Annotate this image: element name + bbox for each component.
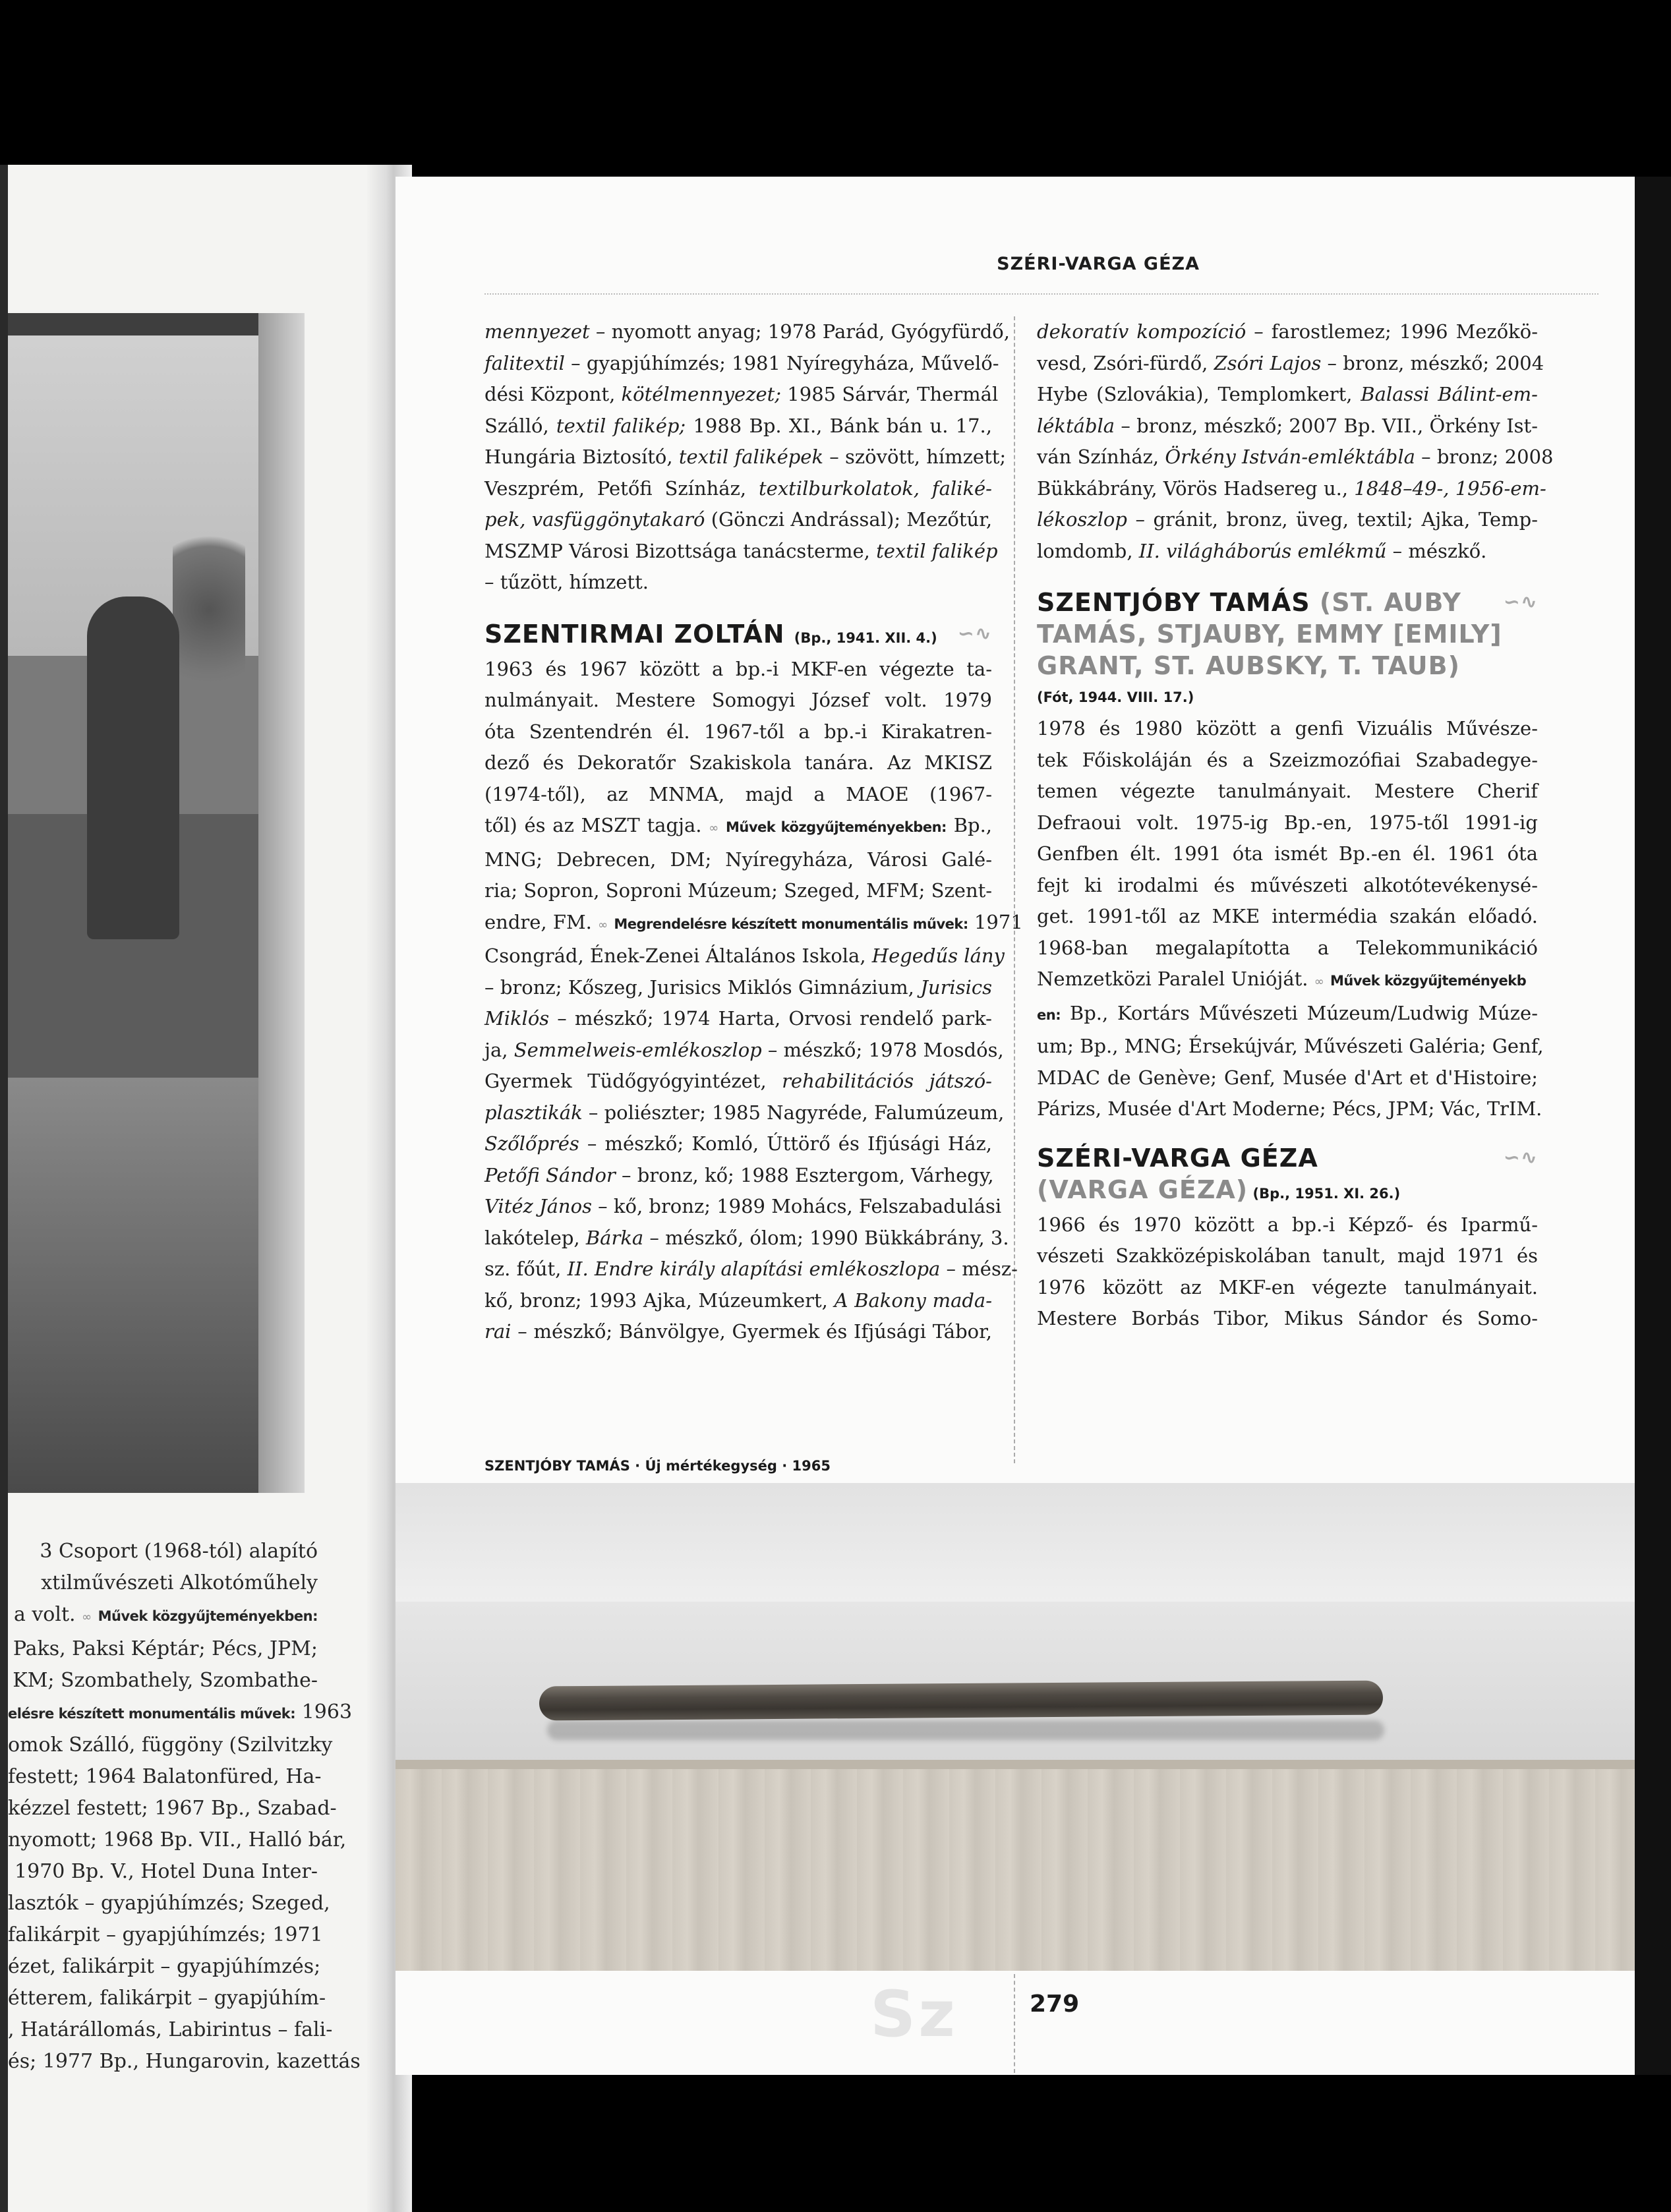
text-line xyxy=(484,1128,992,1160)
artwork-photo xyxy=(396,1483,1635,1971)
italic-text: Jurisics xyxy=(920,975,992,999)
italic-text: léktábla xyxy=(1037,414,1115,437)
plain-text: Hungária Biztosító, xyxy=(484,446,679,468)
photo-frame-right xyxy=(258,313,305,1493)
entry-heading-szentirmai xyxy=(484,618,992,654)
italic-text: mennyezet xyxy=(484,320,590,343)
plain-text: – bronz; 2008 xyxy=(1415,446,1554,468)
left-line: , Határállomás, Labirintus – fali- xyxy=(8,2018,333,2041)
text-line xyxy=(1037,504,1538,536)
plain-text: – mészkő; 1978 Mosdós, xyxy=(761,1038,1004,1061)
plain-text: sz. főút, xyxy=(484,1258,568,1280)
italic-text: A Bakony mada- xyxy=(834,1289,993,1312)
italic-text: Szőlőprés xyxy=(484,1132,579,1155)
text-line xyxy=(1037,536,1538,568)
text-line xyxy=(484,941,1005,972)
text-line xyxy=(484,473,992,505)
plain-text: Bp., Kortárs Művészeti Múzeum/Ludwig Múze- xyxy=(1061,1001,1538,1024)
italic-text: textil faliképek xyxy=(678,446,824,468)
ornament-icon: ∽∿ xyxy=(1503,1146,1538,1169)
italic-text: textil falikép xyxy=(876,539,998,562)
column-divider xyxy=(1014,316,1015,1463)
text-line: um; Bp., MNG; Érsekújvár, Művészeti Galéria; Genf, xyxy=(1037,1035,1544,1057)
text-line: 1963 és 1967 között a bp.-i MKF-en végezte ta- xyxy=(484,657,992,680)
entry-heading-szentjoby xyxy=(1037,587,1538,713)
text-line xyxy=(484,1066,992,1097)
italic-text: Semmelweis-emlékoszlop xyxy=(513,1038,762,1061)
running-head: SZÉRI-VARGA GÉZA xyxy=(997,254,1200,274)
plain-text: től) és az MSZT tagja. xyxy=(484,814,709,836)
rod-shadow xyxy=(547,1720,1384,1740)
left-line xyxy=(8,1599,318,1633)
text-line: get. 1991-től az MKE intermédia szakán előadó. xyxy=(1037,905,1538,927)
italic-text: plasztikák xyxy=(484,1101,583,1124)
text-line xyxy=(484,972,992,1004)
plain-text: Nemzetközi Paralel Unióját. xyxy=(1037,968,1314,990)
text-line: MDAC de Genève; Genf, Musée d'Art et d'Histoire; xyxy=(1037,1066,1538,1089)
italic-text: 1848–49-, 1956-em- xyxy=(1354,477,1546,500)
left-line: Paks, Paksi Képtár; Pécs, JPM; xyxy=(13,1637,318,1660)
wooden-rod xyxy=(539,1681,1383,1721)
left-line: lasztók – gyapjúhímzés; Szeged, xyxy=(8,1892,330,1915)
text-line xyxy=(1037,473,1546,505)
plain-text: – szövött, hímzett; xyxy=(823,446,1007,468)
public-collections-label: Művek közgyűjteményekben: xyxy=(98,1608,318,1624)
left-line xyxy=(8,1697,353,1730)
plain-text: – kő, bronz; 1989 Mohács, Felszabadulási xyxy=(591,1195,1002,1217)
text-line: Párizs, Musée d'Art Moderne; Pécs, JPM; Vác, TrIM. xyxy=(1037,1097,1542,1120)
italic-text: Örkény István-emléktábla xyxy=(1165,446,1415,468)
text-line xyxy=(484,907,1023,941)
photo-wall xyxy=(396,1483,1635,1602)
entry-name: SZENTJÓBY TAMÁS xyxy=(1037,588,1310,617)
plain-text: 1985 Sárvár, Thermál xyxy=(781,383,999,405)
left-line: 1970 Bp. V., Hotel Duna Inter- xyxy=(15,1860,318,1883)
text-line xyxy=(1037,964,1538,998)
plain-text: – bronz, kő; 1988 Esztergom, Várhegy, xyxy=(615,1163,994,1186)
left-page-photo xyxy=(8,313,305,1493)
plain-text: lakótelep, xyxy=(484,1226,586,1249)
text-line: 1978 és 1980 között a genfi Vizuális Művésze- xyxy=(1037,717,1538,740)
text-line xyxy=(484,1285,992,1317)
plain-text: kő, bronz; 1993 Ajka, Múzeumkert, xyxy=(484,1289,835,1312)
text-line: – tűzött, hímzett. xyxy=(484,571,649,593)
entry-meta: (Fót, 1944. VIII. 17.) xyxy=(1037,689,1194,705)
text-line: (1974-től), az MNMA, majd a MAOE (1967- xyxy=(484,782,992,805)
text-line: Mestere Borbás Tibor, Mikus Sándor és Somo- xyxy=(1037,1307,1538,1329)
plain-text: – mészkő; Bánvölgye, Gyermek és Ifjúsági Tábor, xyxy=(511,1320,992,1343)
commission-label: Megrendelésre készített monumentális művek: xyxy=(614,916,968,932)
text-line: MNG; Debrecen, DM; Nyíregyháza, Városi Galé- xyxy=(484,848,992,871)
text-line xyxy=(484,1035,1004,1066)
plain-text: Hybe (Szlovákia), Templomkert, xyxy=(1037,383,1361,405)
text-line xyxy=(484,1223,1009,1254)
plain-text: dési Központ, xyxy=(484,383,622,405)
plain-text: ja, xyxy=(484,1038,514,1061)
italic-text: Hegedűs lány xyxy=(871,945,1005,967)
text-line xyxy=(484,1003,992,1035)
left-line: ézet, falikárpit – gyapjúhímzés; xyxy=(8,1955,321,1978)
left-line: xtilművészeti Alkotóműhely xyxy=(41,1571,318,1594)
italic-text: pek, vasfüggönytakaró xyxy=(484,508,705,531)
plain-text: Gyermek Tüdőgyógyintézet, xyxy=(484,1070,782,1092)
photo-figure xyxy=(87,597,179,939)
left-line: nyomott; 1968 Bp. VII., Halló bár, xyxy=(8,1828,347,1851)
text-line xyxy=(484,810,992,844)
italic-text: Balassi Bálint-em- xyxy=(1361,383,1538,405)
text-line: óta Szentendrén él. 1967-től a bp.-i Kirakatren- xyxy=(484,720,992,743)
left-line: 3 Csoport (1968-tól) alapító xyxy=(40,1540,318,1563)
text-line: temen végezte tanulmányait. Mestere Cherif xyxy=(1037,780,1538,802)
entry-name: SZÉRI-VARGA GÉZA xyxy=(1037,1143,1318,1173)
italic-text: II. Endre király alapítási emlékoszlopa xyxy=(567,1258,941,1280)
entry-alias: (ST. AUBY xyxy=(1310,588,1461,617)
plain-text: endre, FM. xyxy=(484,910,599,933)
text-line xyxy=(1037,348,1544,380)
public-collections-label: Művek közgyűjteményekb xyxy=(1330,973,1527,989)
plain-text: – mész- xyxy=(940,1258,1018,1280)
commission-label: elésre készített monumentális művek: xyxy=(8,1706,296,1722)
italic-text: dekoratív kompozíció xyxy=(1037,320,1246,343)
italic-text: falitextil xyxy=(484,351,565,374)
text-line xyxy=(484,1160,992,1192)
left-line-text: 1963 xyxy=(295,1701,353,1724)
italic-text: II. világháborús emlékmű xyxy=(1138,539,1387,562)
entry-alias: GRANT, ST. AUBSKY, T. TAUB) xyxy=(1037,651,1460,680)
entry-meta: (Bp., 1941. XII. 4.) xyxy=(794,629,937,646)
photo-caption: SZENTJÓBY TAMÁS · Új mértékegység · 1965 xyxy=(484,1458,831,1474)
italic-text: textil falikép; xyxy=(556,414,686,437)
italic-text: rehabilitációs játszó- xyxy=(782,1070,992,1092)
text-line xyxy=(484,442,1007,473)
plain-text: 1988 Bp. XI., Bánk bán u. 17., xyxy=(686,414,992,437)
plain-text: – gyapjúhímzés; 1981 Nyíregyháza, Művelő- xyxy=(564,351,999,374)
plain-text: – bronz, mészkő; 2004 xyxy=(1321,351,1544,374)
separator-icon: ∞ xyxy=(82,1610,92,1624)
left-line: kézzel festett; 1967 Bp., Szabad- xyxy=(8,1797,337,1820)
italic-text: Zsóri Lajos xyxy=(1214,351,1322,374)
entry-name: SZENTIRMAI ZOLTÁN xyxy=(484,619,785,649)
plain-text: Bükkábrány, Vörös Hadsereg u., xyxy=(1037,477,1355,500)
text-line xyxy=(484,379,999,411)
photo-table-edge xyxy=(396,1760,1635,1769)
text-line: ria; Sopron, Soproni Múzeum; Szeged, MFM; Szent- xyxy=(484,879,993,902)
text-line xyxy=(484,316,1010,348)
plain-text: 1971 xyxy=(968,910,1023,933)
italic-text: kötélmennyezet; xyxy=(621,383,782,405)
ornament-icon: ∽∿ xyxy=(1503,591,1538,614)
plain-text: – gránit, bronz, üveg, textil; Ajka, Temp- xyxy=(1127,508,1538,531)
footer-divider xyxy=(1014,1974,1015,2073)
text-line xyxy=(1037,411,1538,442)
separator-icon: ∞ xyxy=(1314,975,1324,989)
plain-text: ván Színház, xyxy=(1037,446,1165,468)
text-line: vészeti Szakközépiskolában tanult, majd 1971 és xyxy=(1037,1244,1538,1267)
text-line: nulmányait. Mestere Somogyi József volt. 1979 xyxy=(484,689,992,711)
text-line xyxy=(484,1254,1018,1285)
italic-text: Petőfi Sándor xyxy=(484,1163,616,1186)
left-line: festett; 1964 Balatonfüred, Ha- xyxy=(8,1765,322,1788)
entry-heading-szeri-varga xyxy=(1037,1142,1538,1209)
text-line: dező és Dekoratőr Szakiskola tanára. Az MKISZ xyxy=(484,751,992,774)
entry-alias: (VARGA GÉZA) xyxy=(1037,1175,1248,1204)
photo-tree xyxy=(173,511,245,709)
plain-text: Csongrád, Ének-Zenei Általános Iskola, xyxy=(484,945,872,967)
left-page xyxy=(8,165,403,2212)
text-line: 1976 között az MKF-en végezte tanulmányait. xyxy=(1037,1275,1538,1298)
separator-icon: ∞ xyxy=(598,917,608,932)
italic-text: lékoszlop xyxy=(1037,508,1127,531)
section-letters: Sz xyxy=(870,1977,958,2051)
plain-text: (Gönczi Andrással); Mezőtúr, xyxy=(705,508,993,531)
entry-alias: TAMÁS, STJAUBY, EMMY [EMILY] xyxy=(1037,620,1502,649)
column-1 xyxy=(484,316,1023,1348)
column-2 xyxy=(1037,316,1554,1335)
plain-text: Szálló, xyxy=(484,414,556,437)
page-number: 279 xyxy=(1030,1991,1080,2018)
plain-text: – mészkő, ólom; 1990 Bükkábrány, 3. xyxy=(643,1226,1009,1249)
italic-text: Bárka xyxy=(585,1226,644,1249)
separator-icon: ∞ xyxy=(709,821,719,835)
plain-text: Bp., xyxy=(946,814,993,836)
entry-meta: (Bp., 1951. XI. 26.) xyxy=(1248,1185,1401,1202)
plain-text: – mészkő; Komló, Úttörő és Ifjúsági Ház, xyxy=(579,1132,992,1155)
plain-text: – bronz; Kőszeg, Jurisics Miklós Gimnázium, xyxy=(484,975,921,999)
text-line xyxy=(484,504,992,536)
plain-text: – nyomott anyag; 1978 Parád, Gyógyfürdő, xyxy=(589,320,1010,343)
right-page-edge xyxy=(1635,177,1671,2075)
photo-table xyxy=(396,1760,1635,1971)
text-line xyxy=(1037,998,1538,1032)
entry-heading-line xyxy=(1037,587,1538,618)
book-spine-shadow xyxy=(0,165,8,2212)
text-line: 1966 és 1970 között a bp.-i Képző- és Iparmű- xyxy=(1037,1213,1538,1236)
plain-text: – mészkő. xyxy=(1386,539,1487,562)
text-line xyxy=(484,411,992,442)
text-line xyxy=(1037,442,1554,473)
text-line xyxy=(484,348,999,380)
left-line: KM; Szombathely, Szombathe- xyxy=(13,1669,318,1692)
public-collections-label: Művek közgyűjteményekben: xyxy=(726,819,947,835)
plain-text: – mészkő; 1974 Harta, Orvosi rendelő park- xyxy=(549,1007,992,1030)
left-line-text: a volt. xyxy=(13,1603,82,1626)
text-line: Genfben élt. 1991 óta ismét Bp.-en él. 1961 óta xyxy=(1037,842,1538,865)
italic-text: textilburkolatok, faliké- xyxy=(759,477,992,500)
plain-text: – farostlemez; 1996 Mezőkö- xyxy=(1246,320,1538,343)
left-line: és; 1977 Bp., Hungarovin, kazettás xyxy=(8,2050,361,2073)
text-line: Defraoui volt. 1975-ig Bp.-en, 1975-től 1991-ig xyxy=(1037,811,1538,834)
left-line: falikárpit – gyapjúhímzés; 1971 xyxy=(8,1923,323,1946)
text-line xyxy=(484,1191,1002,1223)
text-line xyxy=(1037,316,1538,348)
plain-text: vesd, Zsóri-fürdő, xyxy=(1037,351,1214,374)
plain-text: – bronz, mészkő; 2007 Bp. VII., Örkény Ist- xyxy=(1115,414,1538,437)
text-line: tek Főiskoláján és a Szeizmozófiai Szabadegye- xyxy=(1037,748,1538,771)
italic-text: Vitéz János xyxy=(484,1195,592,1217)
left-page-text xyxy=(8,1536,361,2078)
ornament-icon: ∽∿ xyxy=(957,622,992,645)
plain-text: lomdomb, xyxy=(1037,539,1139,562)
text-line: fejt ki irodalmi és művészeti alkotótevékenysé- xyxy=(1037,873,1538,896)
text-line xyxy=(484,1097,1005,1129)
plain-text: Veszprém, Petőfi Színház, xyxy=(484,477,759,500)
italic-text: Miklós xyxy=(484,1007,550,1030)
text-line xyxy=(1037,379,1538,411)
plain-text: MSZMP Városi Bizottsága tanácsterme, xyxy=(484,539,877,562)
left-line: omok Szálló, függöny (Szilvitzky xyxy=(8,1733,333,1757)
text-line xyxy=(484,536,998,568)
public-collections-label: en: xyxy=(1037,1006,1061,1023)
left-line: étterem, falikárpit – gyapjúhím- xyxy=(8,1987,326,2010)
text-line xyxy=(484,1316,992,1348)
text-line: 1968-ban megalapította a Telekommunikáció xyxy=(1037,936,1538,959)
plain-text: – poliészter; 1985 Nagyréde, Falumúzeum, xyxy=(582,1101,1005,1124)
italic-text: rai xyxy=(484,1320,512,1343)
entry-heading-line xyxy=(1037,1174,1538,1209)
header-rule xyxy=(484,293,1598,295)
